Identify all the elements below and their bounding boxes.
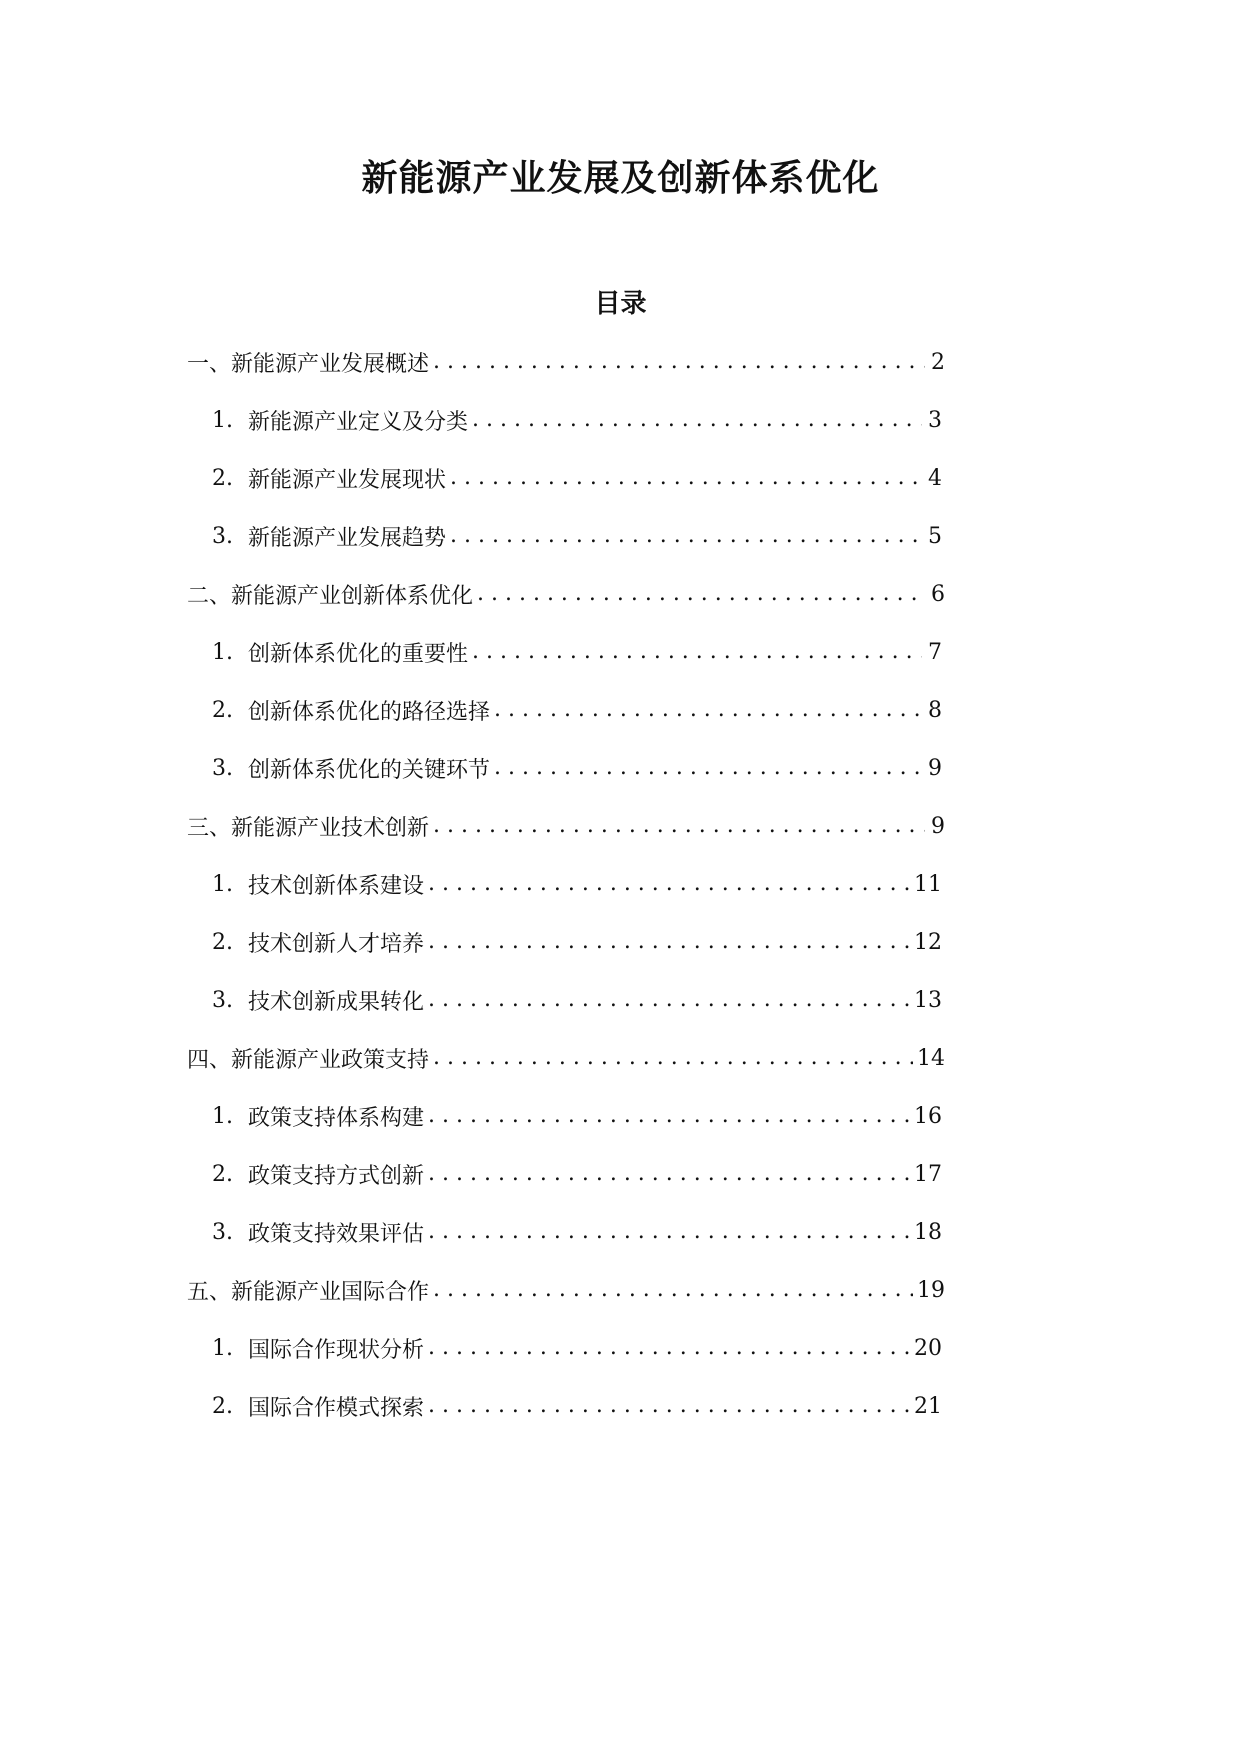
toc-entry-number: 1. bbox=[212, 1103, 233, 1129]
toc-entry-label: 新能源产业发展现状 bbox=[248, 467, 447, 493]
toc-entry-number: 3. bbox=[212, 755, 233, 781]
toc-entry-subsection[interactable] bbox=[212, 637, 942, 667]
toc-entry-subsection[interactable] bbox=[212, 1391, 942, 1421]
toc-entry-number: 1. bbox=[212, 639, 233, 665]
toc-leader-dots bbox=[428, 1159, 910, 1189]
toc-entry-subsection[interactable] bbox=[212, 1101, 942, 1131]
toc-entry-label: 国际合作现状分析 bbox=[248, 1337, 425, 1363]
toc-entry-subsection[interactable] bbox=[212, 985, 942, 1015]
toc-entry-number: 3. bbox=[212, 523, 233, 549]
toc-leader-dots bbox=[494, 695, 922, 725]
toc-entry-page: 17 bbox=[914, 1161, 942, 1187]
toc-leader-dots bbox=[450, 521, 922, 551]
toc-entry-page: 13 bbox=[914, 987, 942, 1013]
toc-entry-subsection[interactable] bbox=[212, 753, 942, 783]
toc-leader-dots bbox=[428, 869, 910, 899]
toc-leader-dots bbox=[494, 753, 922, 783]
toc-entry-page: 8 bbox=[928, 697, 942, 723]
toc-leader-dots bbox=[428, 1217, 910, 1247]
toc-entry-label: 政策支持方式创新 bbox=[248, 1163, 425, 1189]
toc-entry-label: 技术创新人才培养 bbox=[248, 931, 425, 957]
toc-entry-page: 16 bbox=[914, 1103, 942, 1129]
toc-leader-dots bbox=[433, 1043, 913, 1073]
toc-entry-label: 政策支持体系构建 bbox=[248, 1105, 425, 1131]
toc-entry-page: 3 bbox=[928, 407, 942, 433]
toc-entry-page: 7 bbox=[928, 639, 942, 665]
toc-entry-section[interactable] bbox=[187, 1043, 945, 1073]
toc-entry-number: 2. bbox=[212, 697, 233, 723]
toc-entry-page: 4 bbox=[928, 465, 942, 491]
toc-leader-dots bbox=[472, 637, 922, 667]
toc-entry-label: 一、新能源产业发展概述 bbox=[187, 351, 430, 377]
document-title: 新能源产业发展及创新体系优化 bbox=[361, 157, 880, 199]
toc-entry-subsection[interactable] bbox=[212, 1159, 942, 1189]
toc-entry-subsection[interactable] bbox=[212, 463, 942, 493]
toc-entry-label: 创新体系优化的关键环节 bbox=[248, 757, 491, 783]
toc-entry-subsection[interactable] bbox=[212, 405, 942, 435]
toc-leader-dots bbox=[472, 405, 922, 435]
toc-entry-section[interactable] bbox=[187, 579, 945, 609]
toc-leader-dots bbox=[433, 1275, 913, 1305]
toc-entry-number: 1. bbox=[212, 1335, 233, 1361]
toc-entry-label: 国际合作模式探索 bbox=[248, 1395, 425, 1421]
toc-leader-dots bbox=[450, 463, 922, 493]
toc-entry-page: 2 bbox=[931, 349, 945, 375]
toc-entry-page: 6 bbox=[931, 581, 945, 607]
toc-entry-label: 创新体系优化的重要性 bbox=[248, 641, 469, 667]
toc-leader-dots bbox=[433, 347, 925, 377]
toc-entry-page: 14 bbox=[917, 1045, 945, 1071]
toc-entry-label: 政策支持效果评估 bbox=[248, 1221, 425, 1247]
toc-entry-number: 2. bbox=[212, 1393, 233, 1419]
toc-entry-subsection[interactable] bbox=[212, 1333, 942, 1363]
toc-entry-page: 20 bbox=[914, 1335, 942, 1361]
toc-entry-number: 2. bbox=[212, 929, 233, 955]
toc-entry-page: 21 bbox=[914, 1393, 942, 1419]
toc-entry-page: 11 bbox=[914, 871, 942, 897]
toc-entry-section[interactable] bbox=[187, 811, 945, 841]
toc-leader-dots bbox=[428, 1101, 910, 1131]
toc-entry-page: 12 bbox=[914, 929, 942, 955]
toc-entry-number: 3. bbox=[212, 1219, 233, 1245]
toc-leader-dots bbox=[428, 1391, 910, 1421]
toc-entry-label: 新能源产业发展趋势 bbox=[248, 525, 447, 551]
toc-leader-dots bbox=[428, 927, 910, 957]
toc-entry-section[interactable] bbox=[187, 1275, 945, 1305]
toc-entry-page: 5 bbox=[928, 523, 942, 549]
toc-entry-label: 技术创新体系建设 bbox=[248, 873, 425, 899]
toc-entry-page: 9 bbox=[931, 813, 945, 839]
toc-entry-page: 9 bbox=[928, 755, 942, 781]
toc-entry-label: 三、新能源产业技术创新 bbox=[187, 815, 430, 841]
toc-entry-label: 新能源产业定义及分类 bbox=[248, 409, 469, 435]
toc-entry-label: 技术创新成果转化 bbox=[248, 989, 425, 1015]
toc-entry-subsection[interactable] bbox=[212, 521, 942, 551]
toc-entry-label: 二、新能源产业创新体系优化 bbox=[187, 583, 474, 609]
toc-leader-dots bbox=[428, 985, 910, 1015]
toc-entry-subsection[interactable] bbox=[212, 927, 942, 957]
toc-entry-number: 2. bbox=[212, 465, 233, 491]
toc-entry-number: 3. bbox=[212, 987, 233, 1013]
toc-entry-section[interactable] bbox=[187, 347, 945, 377]
toc-entry-page: 19 bbox=[917, 1277, 945, 1303]
toc-entry-subsection[interactable] bbox=[212, 1217, 942, 1247]
toc-heading: 目录 bbox=[594, 289, 647, 319]
toc-entry-label: 四、新能源产业政策支持 bbox=[187, 1047, 430, 1073]
toc-entry-number: 2. bbox=[212, 1161, 233, 1187]
toc-entry-subsection[interactable] bbox=[212, 695, 942, 725]
toc-leader-dots bbox=[433, 811, 925, 841]
toc-leader-dots bbox=[477, 579, 925, 609]
toc-leader-dots bbox=[428, 1333, 910, 1363]
toc-entry-number: 1. bbox=[212, 871, 233, 897]
toc-entry-label: 五、新能源产业国际合作 bbox=[187, 1279, 430, 1305]
toc-entry-number: 1. bbox=[212, 407, 233, 433]
toc-entry-page: 18 bbox=[914, 1219, 942, 1245]
toc-entry-label: 创新体系优化的路径选择 bbox=[248, 699, 491, 725]
toc-entry-subsection[interactable] bbox=[212, 869, 942, 899]
